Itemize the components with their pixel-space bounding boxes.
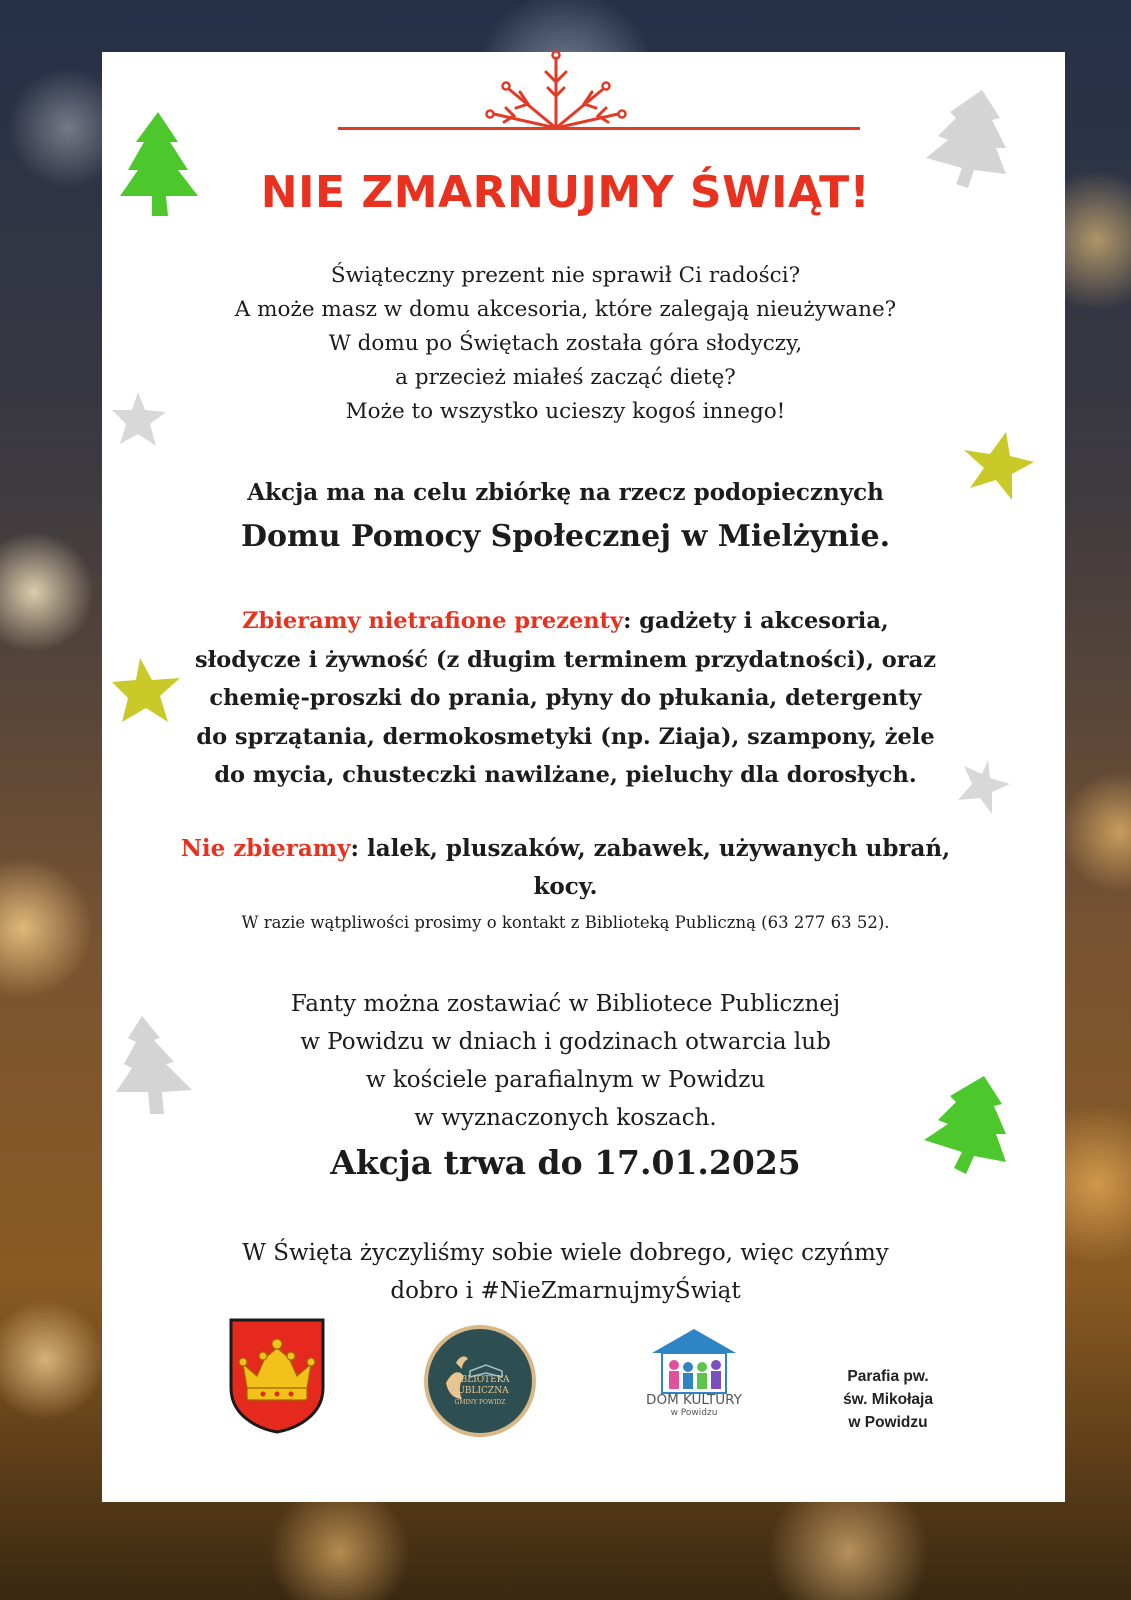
- collect-line: do sprzątania, dermokosmetyki (np. Ziaja), szampony, żele: [196, 723, 935, 750]
- dom-kultury-logo: [636, 1327, 752, 1427]
- snowflake-icon: [480, 50, 632, 132]
- coat-of-arms-logo: [229, 1318, 325, 1434]
- collect-section: [0, 602, 1131, 795]
- deadline-text: Akcja trwa do 17.01.2025: [330, 1143, 801, 1182]
- collect-line: słodycze i żywność (z długim terminem przydatności), oraz: [194, 646, 937, 673]
- aim-institution: Domu Pomocy Społecznej w Mielżynie.: [240, 519, 891, 554]
- ornament-divider: [338, 127, 860, 130]
- dom-kultury-name: DOM KULTURY: [646, 1392, 742, 1408]
- collect-highlight: Zbieramy nietrafione prezenty: [242, 608, 624, 634]
- collect-line-rest: : gadżety i akcesoria,: [623, 608, 889, 634]
- wishes-text: [0, 1234, 1131, 1310]
- parafia-text: [818, 1365, 958, 1434]
- dropoff-line: w kościele parafialnym w Powidzu: [365, 1067, 766, 1093]
- dropoff-line: w wyznaczonych koszach.: [414, 1105, 717, 1131]
- nocollect-highlight: Nie zbieramy: [180, 835, 351, 862]
- parafia-line: św. Mikołaja: [843, 1391, 933, 1408]
- nocollect-line: [0, 830, 1131, 868]
- intro-line: W domu po Świętach została góra słodyczy,: [328, 331, 803, 356]
- intro-line: Świąteczny prezent nie sprawił Ci radości?: [330, 263, 801, 288]
- biblioteka-line: GMINY POWIDZ: [454, 1399, 506, 1406]
- parafia-line: w Powidzu: [848, 1414, 928, 1431]
- nocollect-section: [0, 830, 1131, 906]
- nocollect-line-rest: : lalek, pluszaków, zabawek, używanych ubrań,: [350, 835, 951, 862]
- wishes-line: W Święta życzyliśmy sobie wiele dobrego, więc czyńmy: [242, 1240, 889, 1266]
- house-icon: [636, 1327, 752, 1399]
- dropoff-line: w Powidzu w dniach i godzinach otwarcia lub: [300, 1029, 831, 1055]
- dropoff-line: Fanty można zostawiać w Bibliotece Publicznej: [290, 991, 841, 1017]
- biblioteka-line: PUBLICZNA: [451, 1386, 509, 1396]
- biblioteka-line: BIBLIOTEKA: [450, 1375, 510, 1385]
- parafia-line: Parafia pw.: [847, 1368, 929, 1385]
- aim-line: Akcja ma na celu zbiórkę na rzecz podopiecznych: [247, 479, 884, 506]
- dom-kultury-place: w Powidzu: [670, 1408, 718, 1418]
- intro-text: [0, 259, 1131, 429]
- collect-line: chemię-proszki do prania, płyny do płukania, detergenty: [209, 685, 922, 711]
- dropoff-text: [0, 985, 1131, 1137]
- wishes-line: dobro i #NieZmarnujmyŚwiąt: [390, 1278, 741, 1304]
- biblioteka-logo: [424, 1325, 536, 1437]
- intro-line: a przecież miałeś zacząć dietę?: [395, 365, 736, 390]
- intro-line: A może masz w domu akcesoria, które zalegają nieużywane?: [234, 297, 897, 322]
- nocollect-line: kocy.: [533, 873, 598, 900]
- contact-note: W razie wątpliwości prosimy o kontakt z Biblioteką Publiczną (63 277 63 52).: [241, 913, 890, 932]
- poster-title: NIE ZMARNUJMY ŚWIĄT!: [260, 167, 871, 218]
- collect-line: do mycia, chusteczki nawilżane, pieluchy dla dorosłych.: [214, 762, 917, 788]
- collect-line: [0, 602, 1131, 641]
- intro-line: Może to wszystko ucieszy kogoś innego!: [345, 399, 786, 424]
